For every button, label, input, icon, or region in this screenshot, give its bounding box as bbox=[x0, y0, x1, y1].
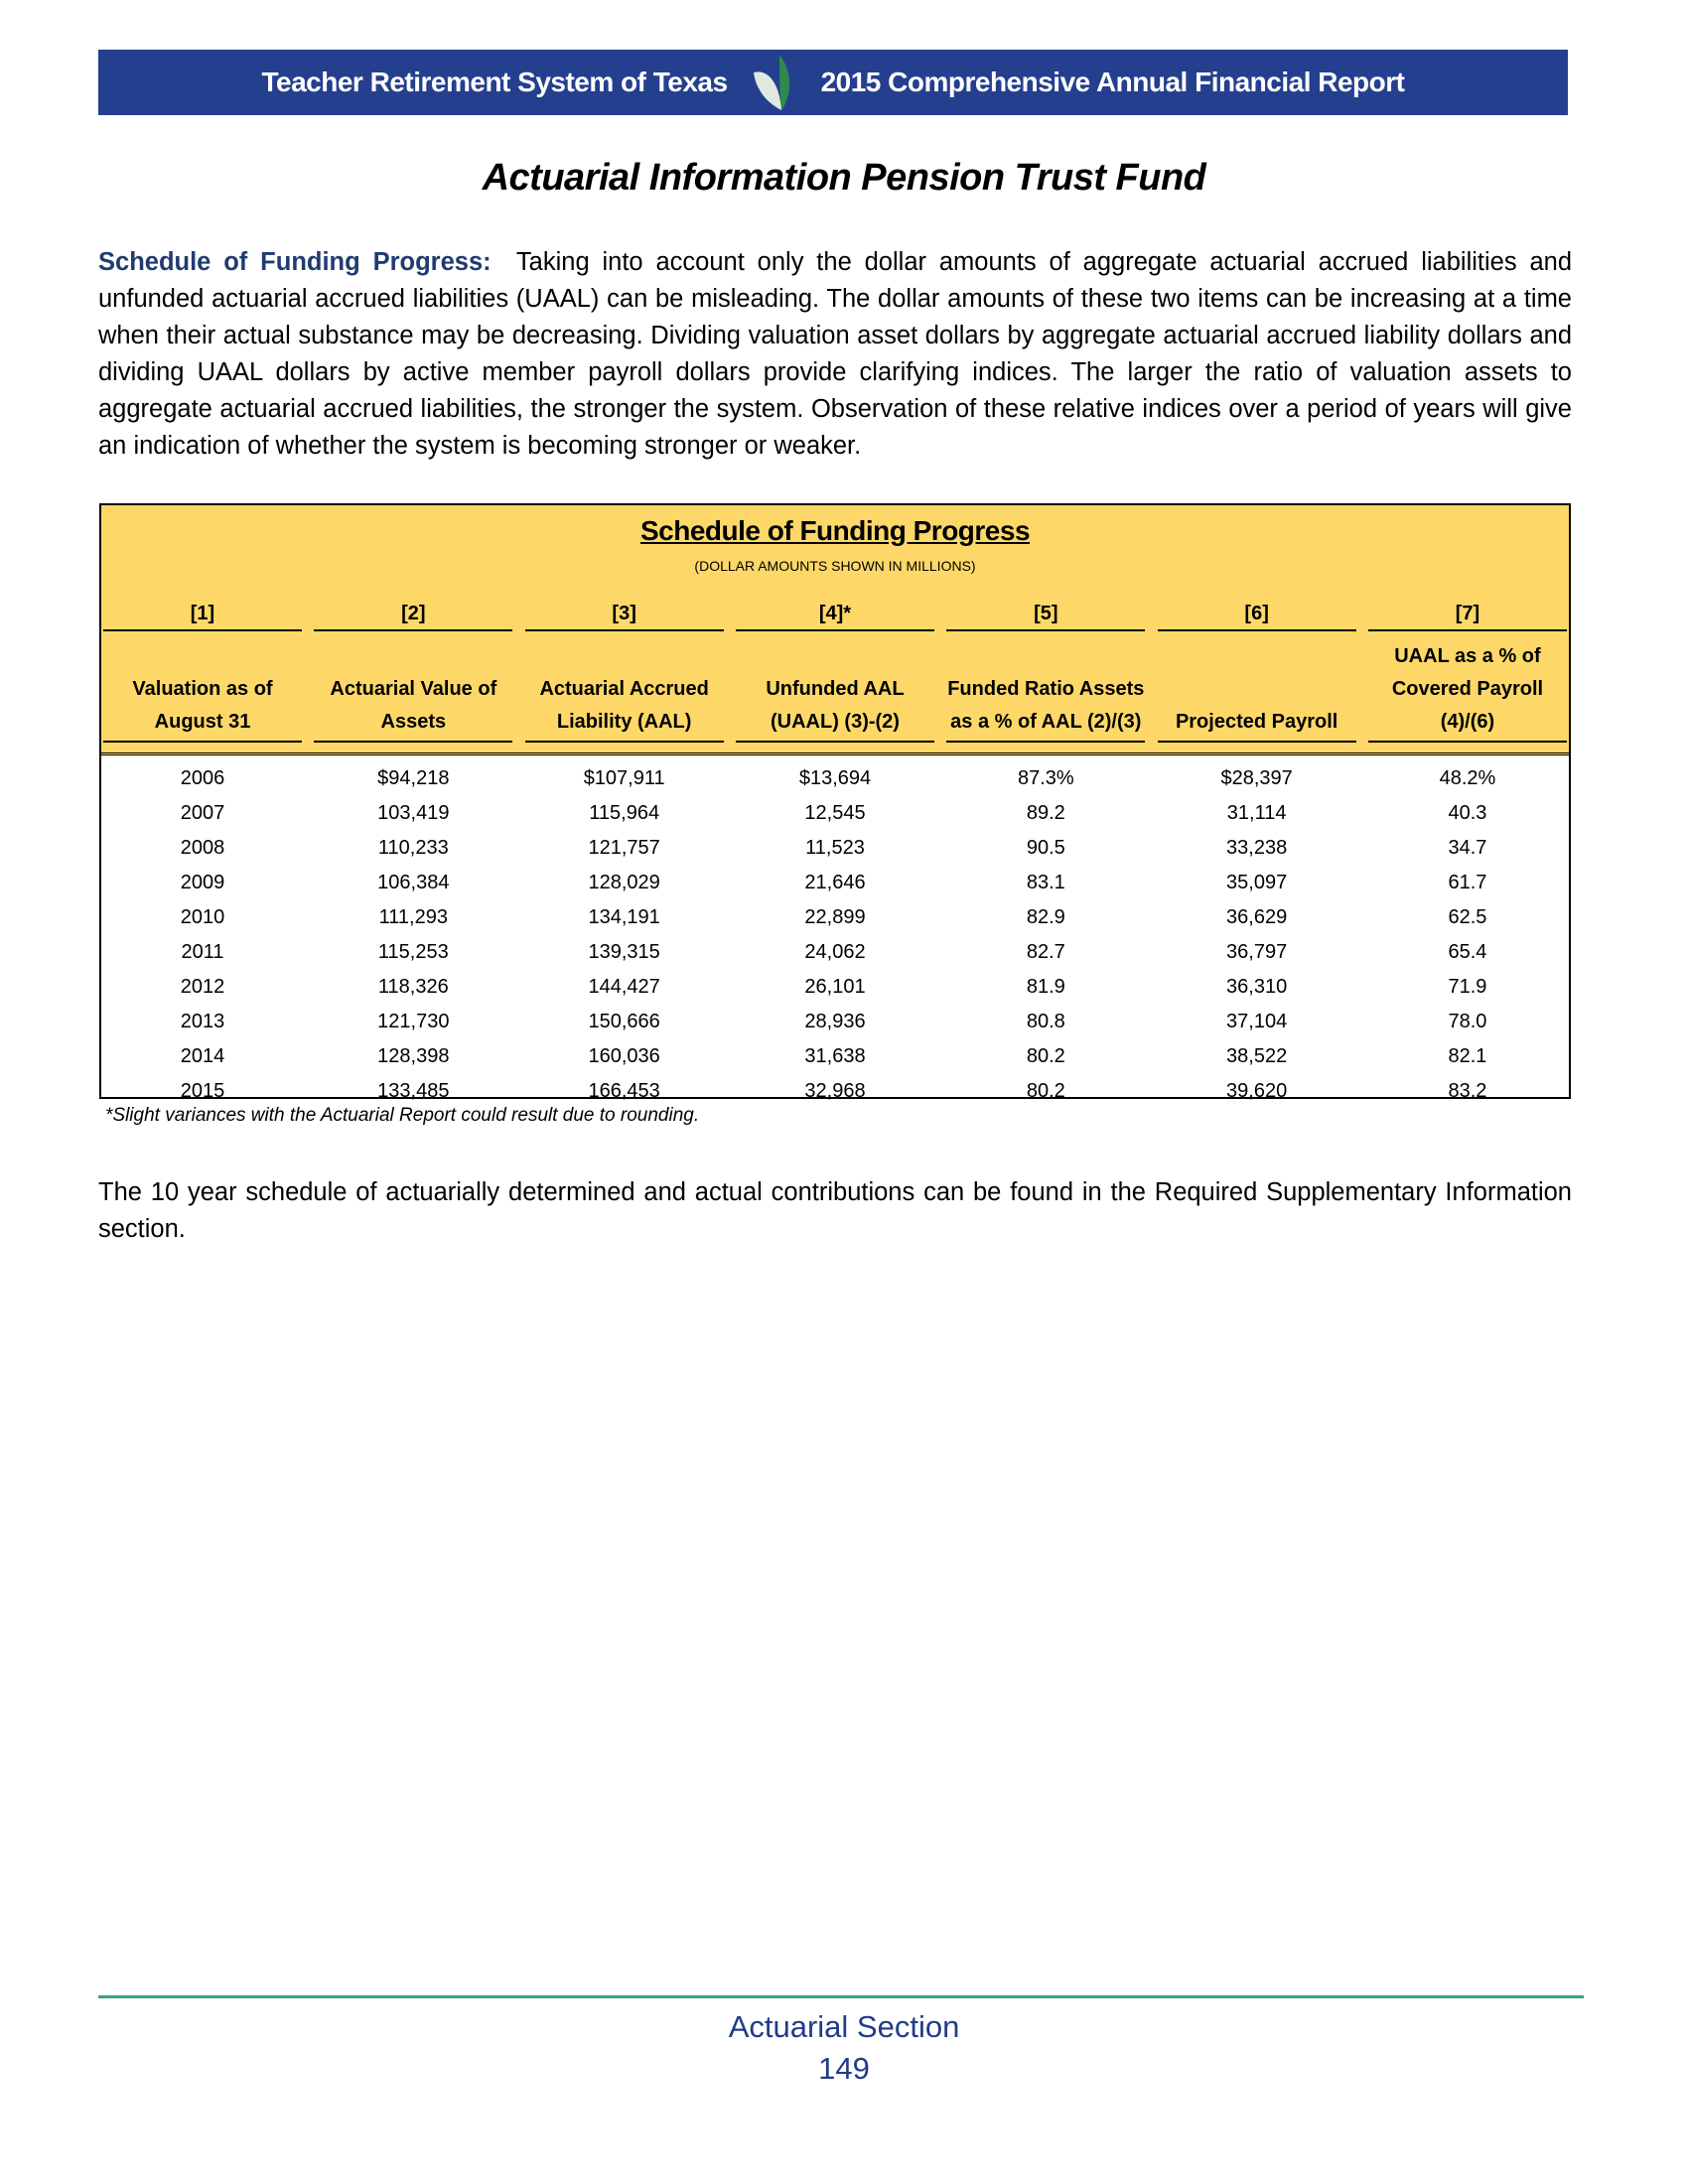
column-label bbox=[736, 631, 934, 743]
table-cell: 61.7 bbox=[1448, 872, 1487, 893]
table-cell: 90.5 bbox=[1026, 837, 1065, 859]
table-cell: 32,968 bbox=[804, 1080, 866, 1102]
table-cell: 87.3% bbox=[1017, 767, 1074, 789]
column-number: [5] bbox=[946, 597, 1145, 631]
table-cell: 78.0 bbox=[1448, 1011, 1487, 1032]
column-label bbox=[1368, 631, 1567, 743]
table-cell: 38,522 bbox=[1226, 1045, 1288, 1067]
page-number: 149 bbox=[818, 2051, 870, 2086]
table-header bbox=[101, 505, 1569, 755]
table-cell: 36,629 bbox=[1226, 906, 1288, 928]
table-cell: 121,730 bbox=[377, 1011, 450, 1032]
table-cell: 71.9 bbox=[1448, 976, 1487, 998]
column-label-text: UAAL as a % of Covered Payroll (4)/(6) bbox=[1391, 645, 1544, 733]
table-cell: 160,036 bbox=[588, 1045, 660, 1067]
table-cell: 2011 bbox=[181, 941, 224, 963]
column-label bbox=[525, 631, 724, 743]
table-cell: 62.5 bbox=[1448, 906, 1487, 928]
table-cell: 110,233 bbox=[377, 837, 449, 859]
table-cell: 39,620 bbox=[1226, 1080, 1288, 1102]
table-cell: 2013 bbox=[180, 1011, 225, 1032]
table-title: Schedule of Funding Progress bbox=[639, 515, 1031, 546]
table-row bbox=[101, 1039, 1569, 1074]
table-cell: 139,315 bbox=[588, 941, 660, 963]
intro-text: Taking into account only the dollar amounts of aggregate actuarial accrued liabilities and unfunded actuarial accrued liabilities (UAAL) can be misleading. The dollar amounts of these two items can be increasing at a time when their actual substance may be decreasing. Dividing valuation asset dollars by aggregate actuarial accrued liability dollars and dividing UAAL dollars by active member payroll dollars provide clarifying indices. The larger the ratio of valuation assets to aggregate actuarial accrued liabilities, the stronger the system. Observation of these relative indices over a period of years will give an indication of whether the system is becoming stronger or weaker. bbox=[98, 248, 1572, 460]
table-cell: 128,398 bbox=[377, 1045, 450, 1067]
table-cell: 82.1 bbox=[1448, 1045, 1487, 1067]
column-number: [3] bbox=[525, 597, 724, 631]
table-cell: 118,326 bbox=[377, 976, 449, 998]
table-cell: 166,453 bbox=[588, 1080, 660, 1102]
table-cell: 21,646 bbox=[804, 872, 866, 893]
column-number: [2] bbox=[314, 597, 512, 631]
table-cell: 106,384 bbox=[377, 872, 450, 893]
table-cell: 115,964 bbox=[589, 802, 660, 824]
table-cell: 65.4 bbox=[1448, 941, 1487, 963]
table-cell: 103,419 bbox=[377, 802, 450, 824]
table-row bbox=[101, 935, 1569, 970]
table-cell: 2015 bbox=[180, 1080, 225, 1102]
table-cell: 40.3 bbox=[1448, 802, 1487, 824]
leaf-logo-icon bbox=[750, 53, 799, 112]
header-banner bbox=[98, 50, 1568, 115]
table-cell: 37,104 bbox=[1226, 1011, 1288, 1032]
closing-paragraph: The 10 year schedule of actuarially determined and actual contributions can be found in the Required Supplementary Information section. bbox=[98, 1178, 1572, 1243]
table-cell: 83.2 bbox=[1448, 1080, 1487, 1102]
table-cell: 31,114 bbox=[1226, 802, 1287, 824]
table-row bbox=[101, 1074, 1569, 1109]
table-cell: 35,097 bbox=[1226, 872, 1288, 893]
table-cell: $107,911 bbox=[583, 767, 665, 789]
column-label bbox=[314, 631, 512, 743]
column-label bbox=[946, 631, 1145, 743]
column-number: [4]* bbox=[736, 597, 934, 631]
report-name: 2015 Comprehensive Annual Financial Report bbox=[820, 67, 1405, 97]
column-label bbox=[103, 631, 302, 743]
table-row bbox=[101, 796, 1569, 831]
intro-paragraph bbox=[98, 244, 1572, 465]
column-number: [1] bbox=[103, 597, 302, 631]
table-cell: 11,523 bbox=[805, 837, 865, 859]
table-subtitle: (DOLLAR AMOUNTS SHOWN IN MILLIONS) bbox=[694, 558, 976, 574]
table-cell: 12,545 bbox=[804, 802, 866, 824]
table-cell: 2012 bbox=[180, 976, 225, 998]
column-label-text: Actuarial Accrued Liability (AAL) bbox=[539, 678, 709, 733]
table-row bbox=[101, 900, 1569, 935]
table-cell: 2006 bbox=[180, 767, 225, 789]
table-row bbox=[101, 970, 1569, 1005]
table-cell: 24,062 bbox=[804, 941, 866, 963]
table-cell: 80.8 bbox=[1026, 1011, 1065, 1032]
table-cell: 2010 bbox=[180, 906, 225, 928]
table-cell: 128,029 bbox=[588, 872, 660, 893]
table-cell: $13,694 bbox=[798, 767, 872, 789]
column-header bbox=[525, 597, 724, 743]
footer-section: Actuarial Section bbox=[728, 2009, 960, 2044]
table-row bbox=[101, 866, 1569, 900]
table-cell: 26,101 bbox=[804, 976, 866, 998]
table-cell: 121,757 bbox=[588, 837, 660, 859]
table-cell: 150,666 bbox=[588, 1011, 660, 1032]
column-header bbox=[1368, 597, 1567, 743]
table-cell: 36,310 bbox=[1226, 976, 1288, 998]
column-header bbox=[736, 597, 934, 743]
org-name: Teacher Retirement System of Texas bbox=[261, 67, 728, 97]
column-label-text: Valuation as of August 31 bbox=[132, 678, 273, 733]
table-cell: 34.7 bbox=[1448, 837, 1487, 859]
table-cell: 2008 bbox=[180, 837, 225, 859]
column-header bbox=[1158, 597, 1356, 743]
column-header bbox=[103, 597, 302, 743]
table-cell: 134,191 bbox=[588, 906, 660, 928]
table-cell: 81.9 bbox=[1026, 976, 1065, 998]
table-cell: $28,397 bbox=[1220, 767, 1293, 789]
table-cell: 2007 bbox=[180, 802, 225, 824]
column-number: [6] bbox=[1158, 597, 1356, 631]
table-cell: 89.2 bbox=[1026, 802, 1065, 824]
column-header bbox=[946, 597, 1145, 743]
table-cell: 83.1 bbox=[1026, 872, 1065, 893]
column-label-text: Projected Payroll bbox=[1175, 711, 1338, 733]
footer-divider bbox=[98, 1995, 1584, 1998]
table-cell: 28,936 bbox=[804, 1011, 866, 1032]
table-cell: 2009 bbox=[180, 872, 225, 893]
table-row bbox=[101, 831, 1569, 866]
table-cell: 36,797 bbox=[1226, 941, 1288, 963]
table-cell: 115,253 bbox=[377, 941, 449, 963]
table-cell: 111,293 bbox=[378, 906, 448, 928]
table-cell: $94,218 bbox=[377, 767, 450, 789]
table-cell: 82.7 bbox=[1026, 941, 1065, 963]
table-cell: 22,899 bbox=[804, 906, 866, 928]
table-cell: 80.2 bbox=[1026, 1045, 1065, 1067]
funding-progress-table bbox=[99, 503, 1571, 1102]
table-cell: 33,238 bbox=[1226, 837, 1288, 859]
table-row bbox=[101, 1005, 1569, 1039]
table-cell: 144,427 bbox=[588, 976, 660, 998]
column-label-text: Funded Ratio Assets as a % of AAL (2)/(3) bbox=[947, 678, 1145, 733]
column-header bbox=[314, 597, 512, 743]
intro-lead: Schedule of Funding Progress: bbox=[98, 248, 492, 276]
table-row bbox=[101, 761, 1569, 796]
column-label-text: Actuarial Value of Assets bbox=[330, 678, 497, 733]
table-footnote: *Slight variances with the Actuarial Report could result due to rounding. bbox=[105, 1105, 700, 1126]
page-title: Actuarial Information Pension Trust Fund bbox=[482, 157, 1206, 199]
table-cell: 48.2% bbox=[1439, 767, 1496, 789]
column-label bbox=[1158, 631, 1356, 743]
table-cell: 82.9 bbox=[1026, 906, 1065, 928]
column-number: [7] bbox=[1368, 597, 1567, 631]
table-cell: 133,485 bbox=[377, 1080, 450, 1102]
table-cell: 80.2 bbox=[1026, 1080, 1065, 1102]
column-label-text: Unfunded AAL (UAAL) (3)-(2) bbox=[766, 678, 905, 733]
table-cell: 2014 bbox=[180, 1045, 225, 1067]
table-cell: 31,638 bbox=[804, 1045, 866, 1067]
